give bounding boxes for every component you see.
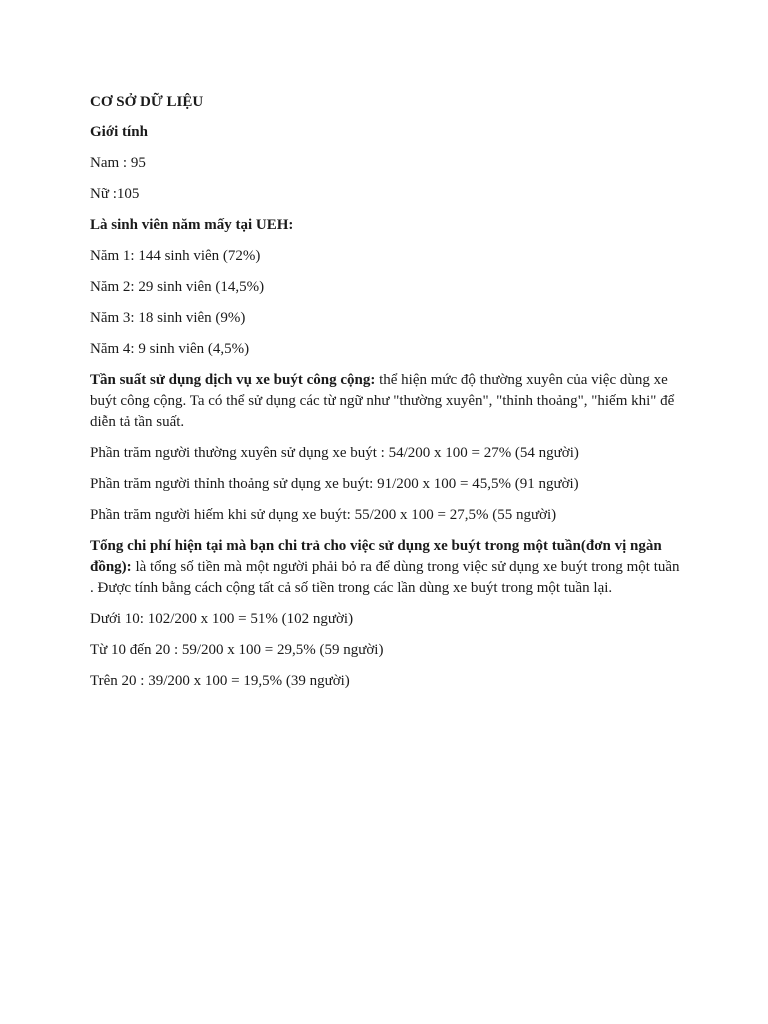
gender-male-line: Nam : 95 [90,155,146,171]
frequency-paragraph [90,370,680,433]
gender-female-line: Nữ :105 [90,186,140,202]
year-heading: Là sinh viên năm mấy tại UEH: [90,217,294,233]
frequency-heading: Tần suất sử dụng dịch vụ xe buýt công cộng: [90,372,376,388]
gender-heading: Giới tính [90,124,148,140]
year-item: Năm 2: 29 sinh viên (14,5%) [90,279,265,295]
document-page [90,92,680,702]
frequency-item: Phần trăm người thỉnh thoảng sử dụng xe buýt: 91/200 x 100 = 45,5% (91 người) [90,476,579,492]
cost-item: Dưới 10: 102/200 x 100 = 51% (102 người) [90,611,354,627]
cost-item: Trên 20 : 39/200 x 100 = 19,5% (39 người) [90,673,350,689]
frequency-item: Phần trăm người thường xuyên sử dụng xe buýt : 54/200 x 100 = 27% (54 người) [90,445,579,461]
cost-heading: Tổng chi phí hiện tại mà bạn chi trả cho việc sử dụng xe buýt trong một tuần(đơn vị ngàn đồng): [90,538,662,575]
cost-item: Từ 10 đến 20 : 59/200 x 100 = 29,5% (59 người) [90,642,384,658]
year-item: Năm 4: 9 sinh viên (4,5%) [90,341,250,357]
year-item: Năm 3: 18 sinh viên (9%) [90,310,246,326]
frequency-description: thể hiện mức độ thường xuyên của việc dùng xe buýt công cộng. Ta có thể sử dụng các từ ngữ như "thường xuyên", "thỉnh thoảng", "hiếm khi" để diễn tả tần suất. [90,372,675,430]
year-item: Năm 1: 144 sinh viên (72%) [90,248,261,264]
cost-paragraph [90,536,680,599]
frequency-item: Phần trăm người hiếm khi sử dụng xe buýt: 55/200 x 100 = 27,5% (55 người) [90,507,557,523]
document-title: CƠ SỞ DỮ LIỆU [90,94,204,110]
cost-description: là tổng số tiền mà một người phải bỏ ra để dùng trong việc sử dụng xe buýt trong một tuần . Được tính bằng cách cộng tất cả số tiền trong các lần dùng xe buýt trong một tuần lại. [90,559,680,596]
